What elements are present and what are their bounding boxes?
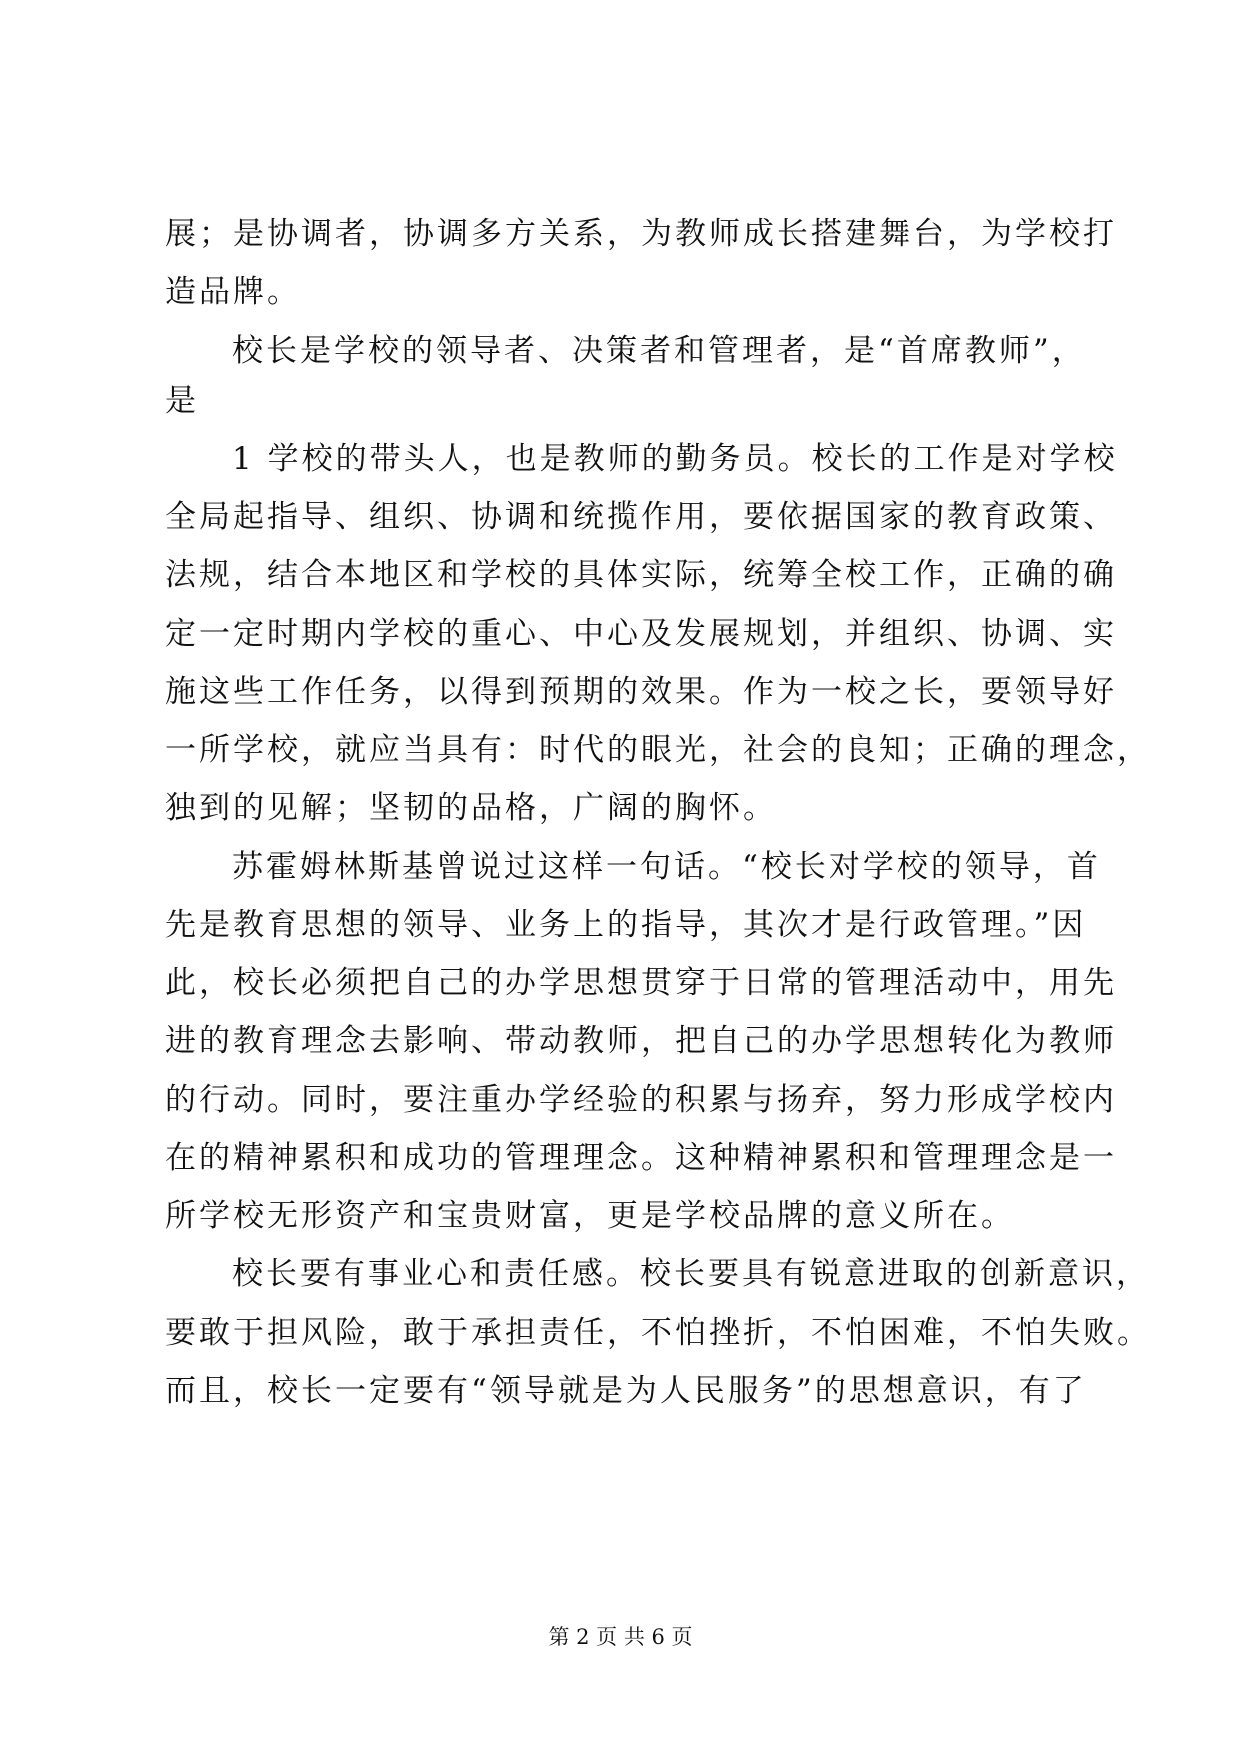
text-line: 先是教育思想的领导、业务上的指导，其次才是行政管理。”因 bbox=[165, 907, 1087, 943]
text-line: 苏霍姆林斯基曾说过这样一句话。“校长对学校的领导，首 bbox=[232, 849, 1101, 885]
text-line: 校长是学校的领导者、决策者和管理者，是“首席教师”， bbox=[232, 333, 1086, 369]
text-line: 进的教育理念去影响、带动教师，把自己的办学思想转化为教师 bbox=[165, 1023, 1117, 1059]
text-line: 所学校无形资产和宝贵财富，更是学校品牌的意义所在。 bbox=[165, 1198, 1015, 1234]
text-line: 的行动。同时，要注重办学经验的积累与扬弃，努力形成学校内 bbox=[165, 1082, 1117, 1118]
text-line: 而且，校长一定要有“领导就是为人民服务”的思想意识，有了 bbox=[165, 1373, 1087, 1409]
text-line: 独到的见解；坚韧的品格，广阔的胸怀。 bbox=[165, 790, 777, 826]
text-line: 施这些工作任务，以得到预期的效果。作为一校之长，要领导好 bbox=[165, 674, 1117, 710]
text-line: 校长要有事业心和责任感。校长要具有锐意进取的创新意识， bbox=[232, 1256, 1150, 1292]
page-footer: 第 2 页 共 6 页 bbox=[548, 1625, 693, 1649]
text-line: 此，校长必须把自己的办学思想贯穿于日常的管理活动中，用先 bbox=[165, 965, 1117, 1001]
text-line: 展；是协调者，协调多方关系，为教师成长搭建舞台，为学校打 bbox=[165, 216, 1117, 252]
text-line: 1 学校的带头人，也是教师的勤务员。校长的工作是对学校 bbox=[232, 441, 1118, 477]
text-line: 是 bbox=[165, 383, 199, 419]
text-line: 造品牌。 bbox=[165, 274, 301, 310]
text-line: 一所学校，就应当具有：时代的眼光，社会的良知；正确的理念， bbox=[165, 732, 1151, 768]
text-line: 全局起指导、组织、协调和统揽作用，要依据国家的教育政策、 bbox=[165, 499, 1117, 535]
text-line: 在的精神累积和成功的管理理念。这种精神累积和管理理念是一 bbox=[165, 1140, 1117, 1176]
text-line: 要敢于担风险，敢于承担责任，不怕挫折，不怕困难，不怕失败。 bbox=[165, 1315, 1151, 1351]
text-line: 法规，结合本地区和学校的具体实际，统筹全校工作，正确的确 bbox=[165, 557, 1117, 593]
text-line: 定一定时期内学校的重心、中心及发展规划，并组织、协调、实 bbox=[165, 616, 1117, 652]
